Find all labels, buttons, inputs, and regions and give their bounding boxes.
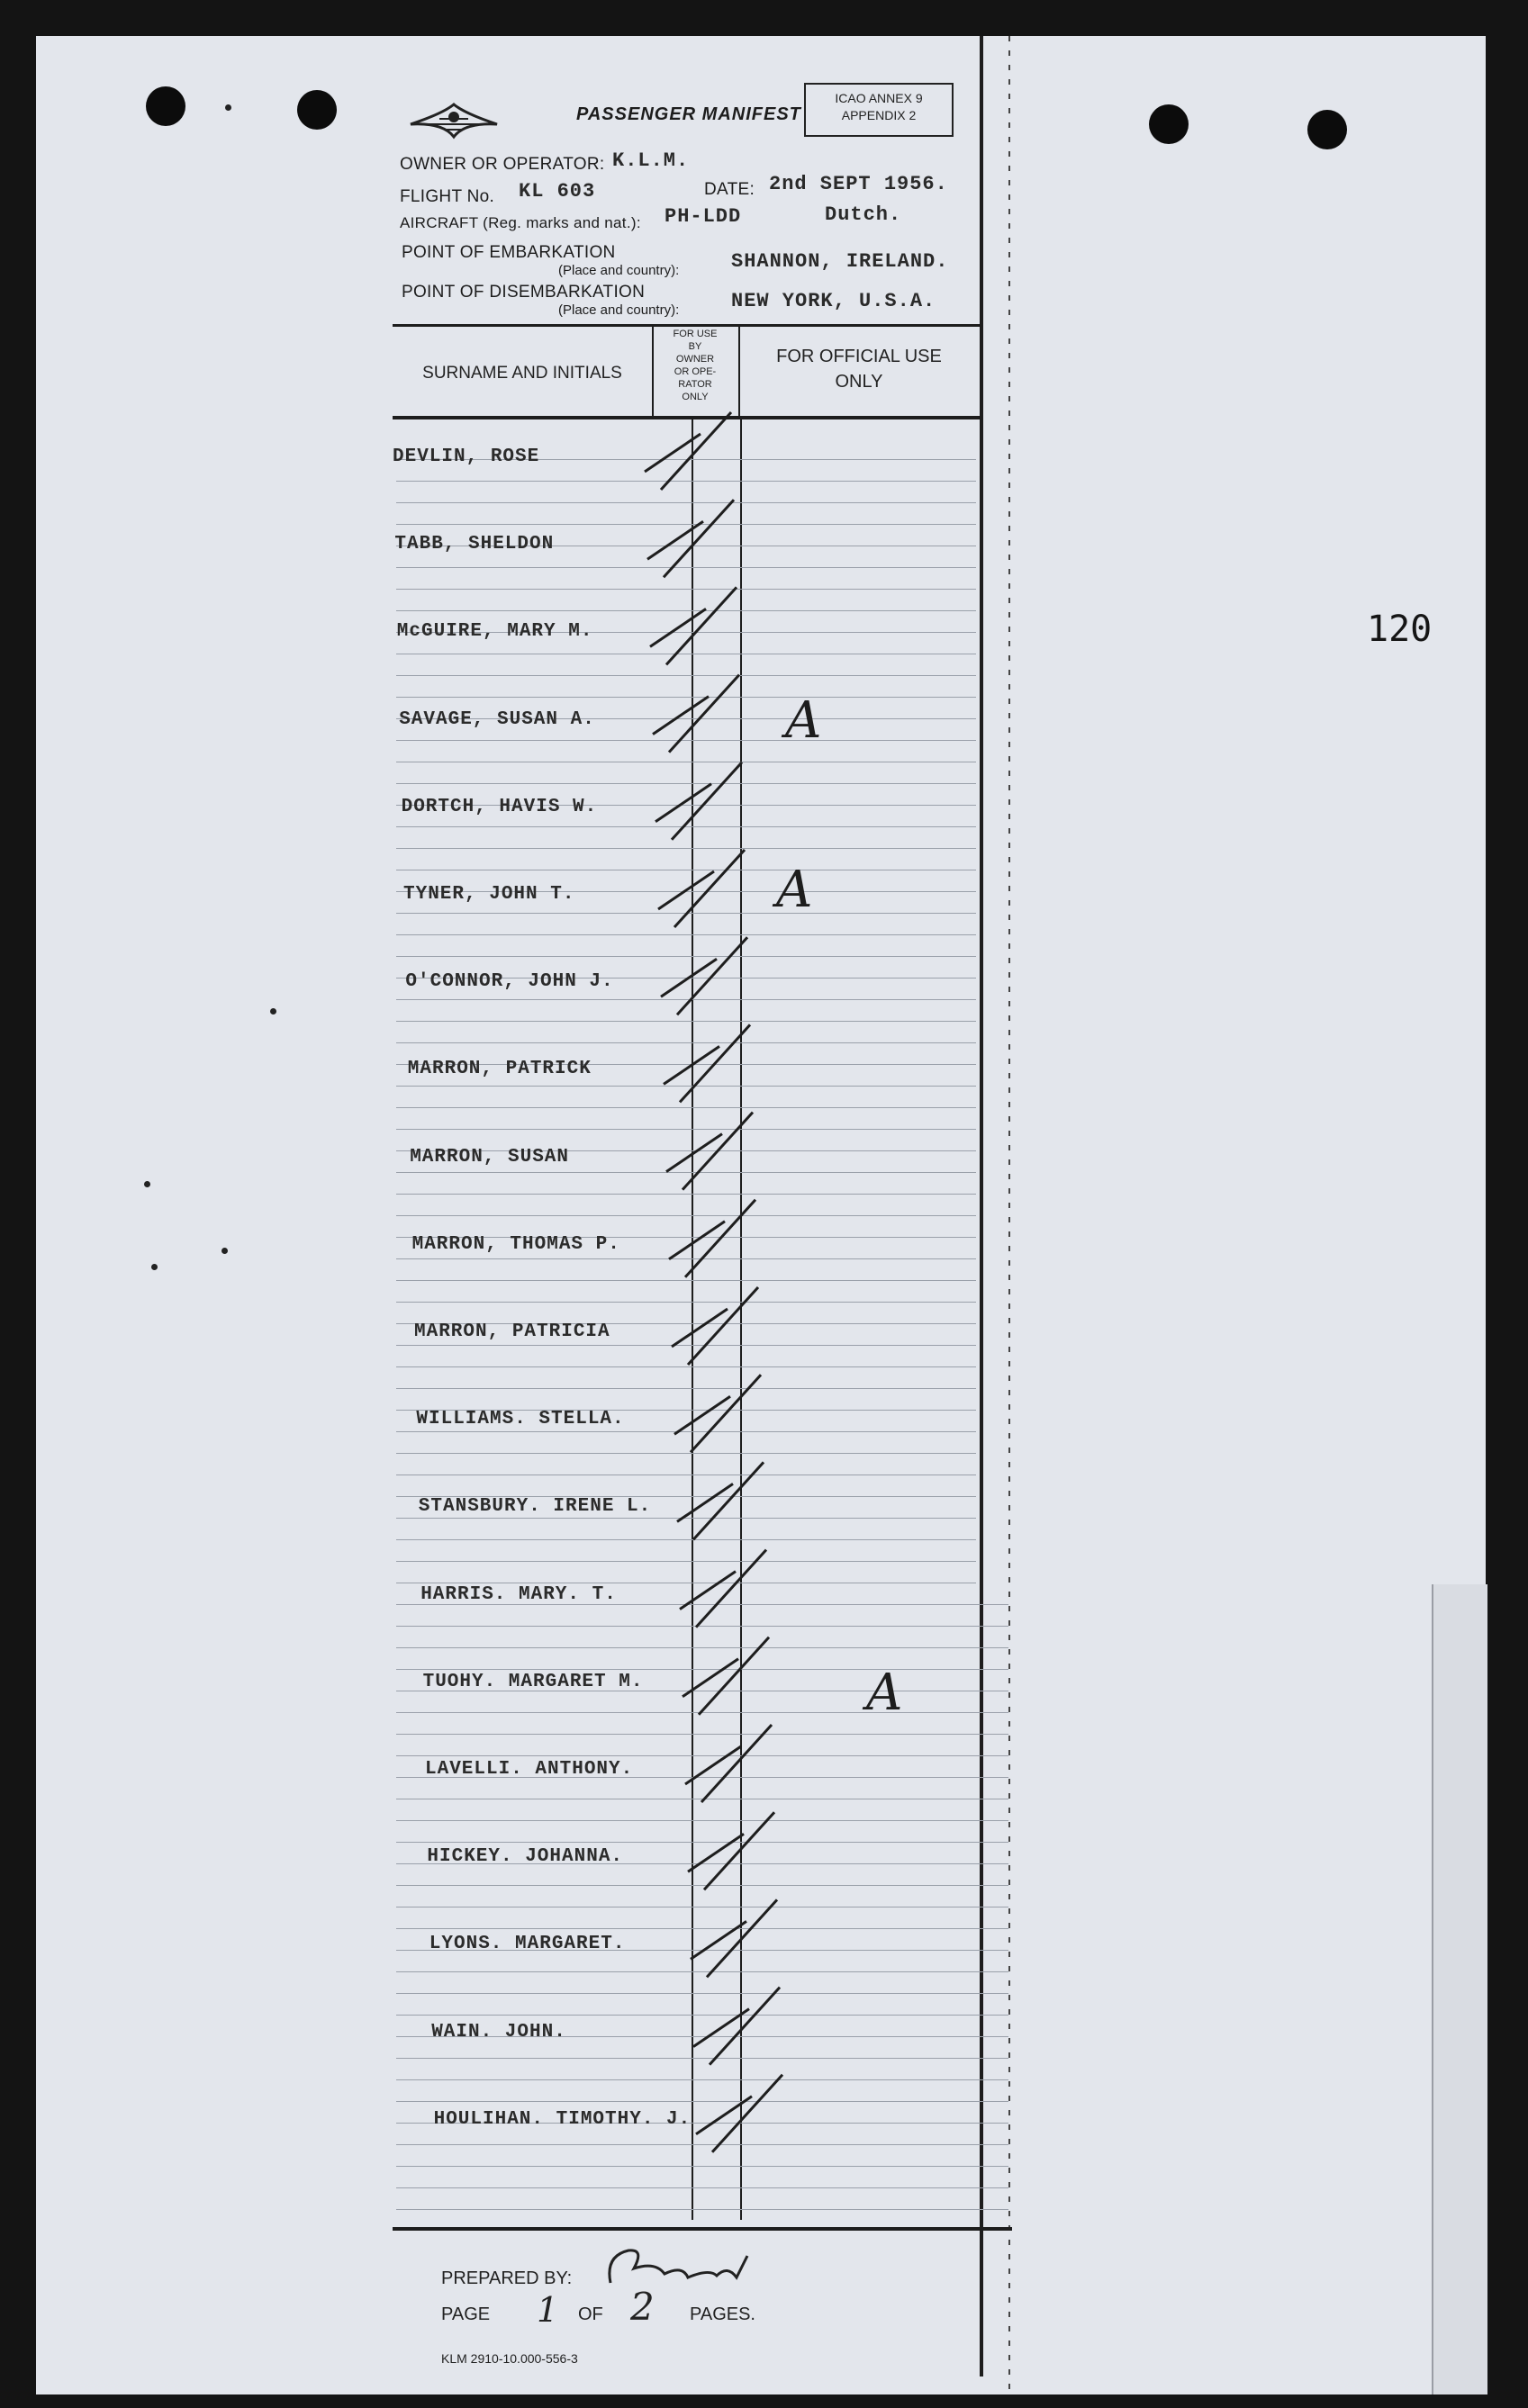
operator-use-text: FOR USE xyxy=(673,329,718,339)
ruled-line xyxy=(396,2101,1008,2102)
passenger-name: TYNER, JOHN T. xyxy=(403,884,575,905)
date-label: DATE: xyxy=(704,180,755,199)
official-mark: A xyxy=(776,861,813,919)
ruled-line xyxy=(396,1669,1008,1670)
ruled-line xyxy=(396,1561,976,1562)
ruled-line xyxy=(396,1172,976,1173)
speck xyxy=(222,1248,228,1254)
ruled-line xyxy=(396,481,976,482)
operator-use-text: OWNER xyxy=(675,354,715,365)
passenger-name: MARRON, PATRICK xyxy=(407,1059,592,1080)
ruled-line xyxy=(396,1431,976,1432)
operator-use-text: OR OPE- xyxy=(674,366,717,377)
column-header-rule xyxy=(393,416,980,419)
ruled-line xyxy=(396,826,976,827)
flight-label: FLIGHT No. xyxy=(400,187,495,206)
paper-flap xyxy=(1432,1584,1487,2394)
disembarkation-label: POINT OF DISEMBARKATION xyxy=(402,283,646,302)
ruled-line xyxy=(396,567,976,568)
operator-use-text: RATOR xyxy=(678,379,712,390)
ruled-line xyxy=(396,1820,1008,1821)
icao-annex-box xyxy=(804,83,954,137)
ruled-line xyxy=(396,913,976,914)
ruled-line xyxy=(396,697,976,698)
ruled-line xyxy=(396,1107,976,1108)
ruled-line xyxy=(396,675,976,676)
ruled-line xyxy=(396,524,976,525)
ruled-line xyxy=(396,2144,1008,2145)
ruled-line xyxy=(396,848,976,849)
embarkation-sublabel: (Place and country): xyxy=(558,263,680,278)
punch-hole xyxy=(297,90,337,130)
speck xyxy=(144,1181,150,1187)
ruled-line xyxy=(396,1215,976,1216)
passenger-name: SAVAGE, SUSAN A. xyxy=(399,708,595,730)
header-rule xyxy=(393,324,980,327)
perforation-line xyxy=(1008,36,1010,2394)
page-label: PAGE xyxy=(441,2304,491,2324)
ruled-line xyxy=(396,1755,1008,1756)
ruled-line xyxy=(396,2015,1008,2016)
ruled-line xyxy=(396,1021,976,1022)
ruled-line xyxy=(396,1302,976,1303)
speck xyxy=(151,1264,158,1270)
speck xyxy=(225,104,231,111)
ruled-line xyxy=(396,1345,976,1346)
ruled-line xyxy=(396,1280,976,1281)
table-bottom-rule xyxy=(393,2227,1012,2231)
passenger-name: HARRIS. MARY. T. xyxy=(420,1583,617,1605)
passenger-name: WILLIAMS. STELLA. xyxy=(416,1409,625,1430)
embarkation-label: POINT OF EMBARKATION xyxy=(402,243,616,262)
ruled-line xyxy=(396,1734,1008,1735)
ruled-line xyxy=(396,1258,976,1259)
ruled-line xyxy=(396,610,976,611)
ruled-line xyxy=(396,1712,1008,1713)
ruled-line xyxy=(396,1539,976,1540)
sheet-number: 120 xyxy=(1367,609,1433,650)
ruled-line xyxy=(396,2166,1008,2167)
passenger-name: LAVELLI. ANTHONY. xyxy=(425,1759,634,1780)
passenger-name: MARRON, SUSAN xyxy=(410,1146,570,1168)
passenger-name: DEVLIN, ROSE xyxy=(393,446,540,467)
official-mark: A xyxy=(866,1664,903,1722)
ruled-line xyxy=(396,1042,976,1043)
ruled-line xyxy=(396,783,976,784)
manifest-title: PASSENGER MANIFEST xyxy=(576,104,801,124)
ruled-line xyxy=(396,1842,1008,1843)
ruled-line xyxy=(396,1194,976,1195)
ruled-line xyxy=(396,502,976,503)
ruled-line xyxy=(396,1647,1008,1648)
owner-label: OWNER OR OPERATOR: xyxy=(400,155,605,174)
passenger-name: STANSBURY. IRENE L. xyxy=(418,1496,652,1518)
ruled-line xyxy=(396,1518,976,1519)
date-value: 2nd SEPT 1956. xyxy=(769,173,948,195)
column-divider xyxy=(738,326,740,419)
aircraft-label: AIRCRAFT (Reg. marks and nat.): xyxy=(400,214,641,231)
surname-column-header: SURNAME AND INITIALS xyxy=(422,364,622,383)
punch-hole xyxy=(1307,110,1347,149)
passenger-name: TUOHY. MARGARET M. xyxy=(422,1671,644,1692)
ruled-line xyxy=(396,1366,976,1367)
ruled-line xyxy=(396,1086,976,1087)
disembarkation-sublabel: (Place and country): xyxy=(558,302,680,318)
passenger-name: MARRON, PATRICIA xyxy=(414,1321,610,1342)
passenger-name: HOULIHAN. TIMOTHY. J. xyxy=(433,2108,692,2130)
speck xyxy=(270,1008,276,1015)
ruled-line xyxy=(396,999,976,1000)
aircraft-nationality-value: Dutch. xyxy=(825,203,902,226)
operator-use-column-header xyxy=(654,328,737,403)
ruled-line xyxy=(396,1626,1008,1627)
aircraft-reg-value: PH-LDD xyxy=(665,205,742,228)
ruled-line xyxy=(396,1928,1008,1929)
ruled-line xyxy=(396,956,976,957)
operator-use-text: BY xyxy=(688,341,702,352)
icao-annex-line: ICAO ANNEX 9 xyxy=(835,91,923,105)
passenger-name: McGUIRE, MARY M. xyxy=(396,621,593,643)
ruled-line xyxy=(396,934,976,935)
signature-icon xyxy=(601,2238,755,2292)
owner-value: K.L.M. xyxy=(612,149,690,172)
ruled-line xyxy=(396,1993,1008,1994)
ruled-line xyxy=(396,2058,1008,2059)
official-use-text: FOR OFFICIAL USE xyxy=(776,347,942,366)
page-number: 1 xyxy=(537,2290,559,2330)
ruled-line xyxy=(396,2079,1008,2080)
passenger-name: WAIN. JOHN. xyxy=(431,2021,566,2043)
embarkation-value: SHANNON, IRELAND. xyxy=(731,250,949,273)
total-pages: 2 xyxy=(630,2285,655,2329)
ruled-line xyxy=(396,1885,1008,1886)
passenger-name: TABB, SHELDON xyxy=(394,534,555,555)
passenger-name: HICKEY. JOHANNA. xyxy=(427,1846,624,1868)
ruled-line xyxy=(396,2209,1008,2210)
passenger-name: MARRON, THOMAS P. xyxy=(411,1233,620,1255)
ruled-line xyxy=(396,1388,976,1389)
ruled-line xyxy=(396,1453,976,1454)
passenger-name: O'CONNOR, JOHN J. xyxy=(405,971,614,993)
official-use-text: ONLY xyxy=(835,372,883,392)
ruled-line xyxy=(396,2187,1008,2188)
pages-label: PAGES. xyxy=(690,2304,755,2324)
ruled-line xyxy=(396,740,976,741)
passenger-name: DORTCH, HAVIS W. xyxy=(401,796,598,817)
flight-value: KL 603 xyxy=(519,180,596,203)
ruled-line xyxy=(396,1129,976,1130)
official-use-column-header xyxy=(742,344,976,394)
ruled-line xyxy=(396,1971,1008,1972)
official-mark: A xyxy=(785,691,822,750)
prepared-by-label: PREPARED BY: xyxy=(441,2268,573,2288)
operator-use-text: ONLY xyxy=(682,392,709,402)
ruled-line xyxy=(396,589,976,590)
disembarkation-value: NEW YORK, U.S.A. xyxy=(731,290,936,312)
form-code: KLM 2910-10.000-556-3 xyxy=(441,2351,578,2366)
right-border xyxy=(980,36,983,2376)
airline-logo-icon xyxy=(407,97,501,148)
passenger-name: LYONS. MARGARET. xyxy=(429,1934,626,1955)
punch-hole xyxy=(1149,104,1189,144)
icao-appendix-line: APPENDIX 2 xyxy=(841,108,917,122)
punch-hole xyxy=(146,86,185,126)
of-label: OF xyxy=(578,2304,603,2324)
